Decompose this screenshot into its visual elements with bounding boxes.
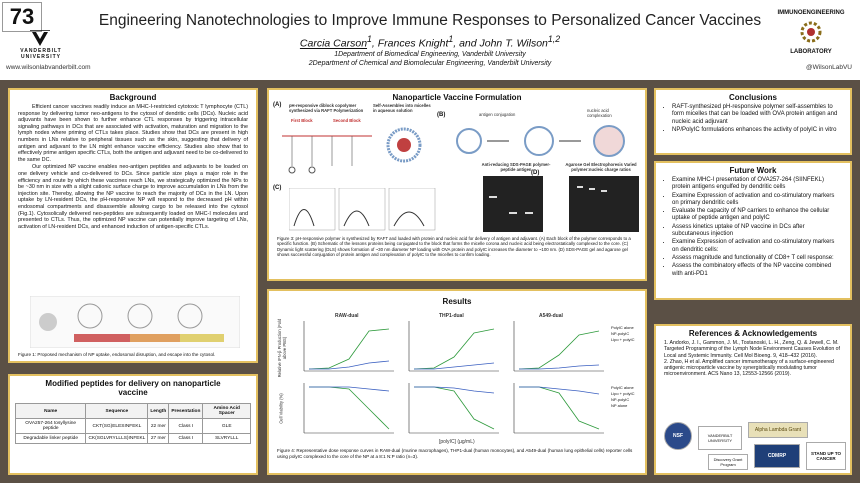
author-superscript: 1 — [367, 34, 372, 44]
x-axis-label: [polyIC] (µg/mL) — [439, 439, 475, 445]
references-text — [656, 340, 850, 378]
legend-bottom — [611, 385, 634, 409]
self-assembly-label: Self-Assembles into micelles in aqueous solution — [373, 103, 431, 113]
sds-page-title: Anti-reducing SDS-PAGE polymer-peptide antigen — [481, 162, 551, 172]
results-panel — [267, 289, 647, 475]
table-cell: Degradable linker peptide — [15, 434, 86, 444]
table-row — [15, 419, 250, 434]
affiliation-2: 2Department of Chemical and Biomolecular Engineering, Vanderbilt University — [308, 60, 552, 67]
table-cell: Class I — [169, 419, 203, 434]
micelle-diagram — [379, 120, 429, 170]
affiliations — [80, 50, 780, 68]
results-heading: Results — [442, 297, 472, 306]
sds-page-gel-image — [483, 176, 543, 232]
background-heading: Background — [109, 93, 157, 102]
list-item: • Examine Expression of activation and co-stimulatory markers on dendritic cells: — [672, 239, 842, 254]
peptides-panel — [8, 374, 258, 475]
reference-1: 1. Andorko, J. I., Gammon, J. M., Tostanoski, L. H., Zeng, Q. & Jewell, C. M. Targeted Programming of the Lymph Node Environment Causes Evolution of Local and Systemic Immunity. Cell Mol Bioeng. 9, 418–432 (2016). — [664, 340, 840, 359]
dls-plots — [289, 188, 439, 232]
table-cell: GLE — [203, 419, 251, 434]
author-name: , and John T. Wilson — [453, 37, 548, 50]
conclusions-list — [656, 104, 850, 134]
reference-2: 2. Zhao, H et al. Amplified cancer immunotherapy of a surface-engineered antigenic microparticle vaccine by synergistically modulating tumor microenvironment. ACS Nano 13, 12553-12566 (2019). — [664, 358, 834, 378]
legend-entry: Lipo + polyIC — [611, 337, 635, 342]
conclusions-panel — [654, 88, 852, 155]
legend-entry: NP alone — [611, 403, 628, 408]
panel-label-d: (D) — [531, 170, 540, 176]
y-axis-label-ifn: Relative IFN-β Production (Fold above PBS) — [277, 318, 287, 378]
lab-logo-bottom-text: LABORATORY — [790, 49, 832, 55]
table-row — [15, 434, 250, 444]
figure-1-caption: Figure 1: Proposed mechanism of NP uptake, endosomal disruption, and escape into the cytosol. — [18, 352, 216, 357]
legend-entry: Lipo + polyIC — [611, 391, 635, 396]
future-work-list — [656, 177, 850, 278]
legend-entry: NP-polyIC — [611, 331, 630, 336]
references-panel — [654, 324, 852, 475]
list-item: • Examine Expression of activation and co-stimulatory markers on primary dendritic cells — [672, 193, 842, 208]
peptides-heading: Modified peptides for delivery on nanoparticle vaccine — [45, 379, 221, 397]
author-superscript: 1,2 — [547, 34, 561, 44]
peptides-table — [15, 403, 251, 444]
list-item: • Assess kinetics uptake of NP vaccine in DCs after subcutaneous injection — [672, 224, 842, 239]
vanderbilt-sponsor-logo: VANDERBILT UNIVERSITY — [698, 426, 742, 450]
table-cell: Class I — [169, 434, 203, 444]
column-header: Amino Acid Spacer — [203, 404, 251, 419]
column-title-thp1: THP1-dual — [439, 313, 464, 319]
nsf-logo: NSF — [664, 422, 692, 450]
background-panel — [8, 88, 258, 363]
author-superscript: 1 — [448, 34, 454, 44]
legend-entry: NP-polyIC — [611, 397, 630, 402]
affiliation-1: 1Department of Biomedical Engineering, Vanderbilt University — [334, 51, 526, 58]
university-name: VANDERBILT UNIVERSITY — [20, 48, 62, 60]
list-item: • RAFT-synthesized pH-responsive polymer self-assembles to form micelles that can be loaded with OVA protein antigen and nucleic acid adjuvant — [672, 104, 842, 126]
table-header-row — [15, 404, 250, 419]
table-cell: SLVRYLLL — [203, 434, 251, 444]
second-block-label: Second Block — [333, 118, 361, 123]
legend-entry: PolyIC alone — [611, 385, 634, 390]
figure-1-mechanism-diagram — [30, 296, 240, 348]
discovery-grant-logo: Discovery Grant Program — [708, 454, 748, 470]
column-title-raw: RAW-dual — [335, 313, 359, 319]
column-title-a549: A549-dual — [539, 313, 563, 319]
polymer-structure-diagram — [277, 126, 377, 186]
alpha-lambda-grant-logo: Alpha Lambda Grant — [748, 422, 808, 438]
column-header: Sequence — [86, 404, 148, 419]
stand-up-to-cancer-logo: STAND UP TO CANCER — [806, 442, 846, 470]
background-text — [10, 104, 256, 230]
first-block-label: First Block — [291, 118, 313, 123]
conclusions-heading: Conclusions — [728, 93, 777, 102]
figure-3-caption: Figure 3: pH-responsive polymer is synthesized by RAFT and loaded with protein and nucleic acid for delivery of antigen and adjuvant. (A) Each block of the polymer corresponds to a specific function. (B) Schematic of the lessons proteins being conjugated to the block that forms the micelle corona and nucleic acid being electrostatically complexed to the core. (C) Dynamic light scattering (DLS) shows formation of ~30 nm diameter NP loading with OVA protein and polyIC increases the diameter to ~100 nm. (D) SDS-PAGE gel and agarose gel shows successful conjugation of protein antigen and complexation of polyIC to the micelles to confirm loading. — [277, 236, 631, 257]
twitter-handle[interactable]: @WilsonLabVU — [806, 64, 852, 71]
column-header: Name — [15, 404, 86, 419]
list-item: • Assess the combinatory effects of the NP vaccine combined with anti-PD1 — [672, 263, 842, 278]
future-work-heading: Future Work — [729, 166, 777, 175]
background-paragraph: Efficient cancer vaccines readily induce an MHC-I-restricted cytotoxic T lymphocyte (CTL) response by delivering tumor neo-antigens to the cytosol of dendritic cells (DCs). Nucleic acid adjuvants have been shown to further enhance CTL responses by triggering intracellular signaling pathways in DCs that are associated with activation, maturation and migration to the lymph nodes where priming of CTLs takes place. Studies show that DCs are present in high numbers in LNs relative to peripheral tissues such as the skin, suggesting that delivery of antigen and adjuvant to the LN might enhance vaccine efficiency. Studies also show that to effectively prime antigen specific CTLs, both the antigen and adjuvant need to be co-delivered to the same DC. — [18, 104, 248, 163]
future-work-panel — [654, 161, 852, 300]
poster-number: 73 — [2, 2, 42, 32]
polymer-description: pH-responsive diblock copolymer synthesized via RAFT Polymerization — [289, 103, 364, 113]
table-cell: OVA257-264 tosyllysine peptide — [15, 419, 86, 434]
list-item: • Examine MHC-I presentation of OVA257-264 (SIINFEKL) protein antigens engulfed by dendritic cells — [672, 177, 842, 192]
y-axis-label-viability: Cell Viability (%) — [278, 393, 284, 424]
list-item: • Evaluate the capacity of NP carriers to enhance the cellular uptake of peptide antigen and polyIC — [672, 208, 842, 223]
panel-label-a: (A) — [273, 102, 282, 108]
nucleic-complexation-label: nucleic acid complexation — [587, 108, 612, 118]
background-paragraph: Our optimized NP vaccine enables neo-antigen peptides and adjuvants to be loaded on one delivery vehicle and co-delivered to DCs. Since particle size plays a major role in the efficiency and route by which these vaccines reach LNs, we strategically optimized the NPs to be ~30 nm in size with a slight cationic surface charge to improve accumulation in LNs from the injection site. Thereby, allowing the NP vaccine to reach the majority of DCs in the LN. Upon uptake by LN-resident DCs, the pH-responsive NP will respond to the decreased pH within endosomal compartments and disassemble allowing cargo to be released into the cytosol (Fig.1). Cytosolically delivered neo-peptides are subsequently loaded on MHC-I molecules and presented to CTLs. Thus, the optimized NP vaccine can potentially improve targeting of LNs, activation of LN-resident DCs, and enhanced induction of antigen-specific CTLs. — [18, 164, 248, 230]
immunoengineering-lab-logo — [776, 10, 846, 55]
column-header: Presentation — [169, 404, 203, 419]
antigen-conjugation-label: antigen conjugation — [479, 112, 516, 117]
panel-label-c: (C) — [273, 185, 282, 191]
formulation-heading: Nanoparticle Vaccine Formulation — [392, 93, 522, 102]
table-cell: CKT(SG)ELESINFEKL — [86, 419, 148, 434]
lab-logo-top-text: IMMUNOENGINEERING — [777, 10, 845, 16]
poster-title: Engineering Nanotechnologies to Improve Immune Responses to Personalized Cancer Vaccines — [98, 12, 762, 29]
legend-top — [611, 325, 634, 343]
legend-entry: PolyIC alone — [611, 325, 634, 330]
poster-header — [0, 0, 860, 80]
list-item: • Assess magnitude and functionality of CD8+ T cell response: — [672, 255, 842, 262]
author-name: Carcia Carson — [299, 37, 368, 50]
figure-4-caption: Figure 4: Representative dose response curves in RAW-dual (murine macrophages), THP1-dual (human monocytes), and A549-dual (human lung epithelial cells) reporter cells using polyIC complexed to the core of the NP at a 8:1 N:P ratio (n=3). — [277, 448, 633, 459]
cdmrp-logo: CDMRP — [754, 444, 800, 468]
references-heading: References & Acknowledgements — [688, 329, 818, 338]
author-list — [80, 34, 780, 50]
formulation-panel — [267, 88, 647, 281]
table-cell: CK(SGLVRYLLLS)INFEKL — [86, 434, 148, 444]
dose-response-plots — [299, 319, 609, 437]
panel-label-b: (B) — [437, 112, 446, 118]
agarose-gel-image — [569, 176, 639, 232]
loading-schematic — [449, 118, 639, 164]
lab-website-link[interactable]: www.wilsonlabvanderbilt.com — [6, 64, 91, 71]
gear-icon — [798, 19, 824, 45]
list-item: • NP/PolyIC formulations enhances the activity of polyIC in vitro — [672, 127, 842, 134]
column-header: Length — [148, 404, 169, 419]
author-name: , Frances Knight — [371, 37, 449, 50]
table-cell: 27 mer — [148, 434, 169, 444]
agarose-gel-title: Agarose Gel Electrophoresis Varied polymer:nucleic charge ratios — [565, 162, 637, 172]
table-cell: 22 mer — [148, 419, 169, 434]
